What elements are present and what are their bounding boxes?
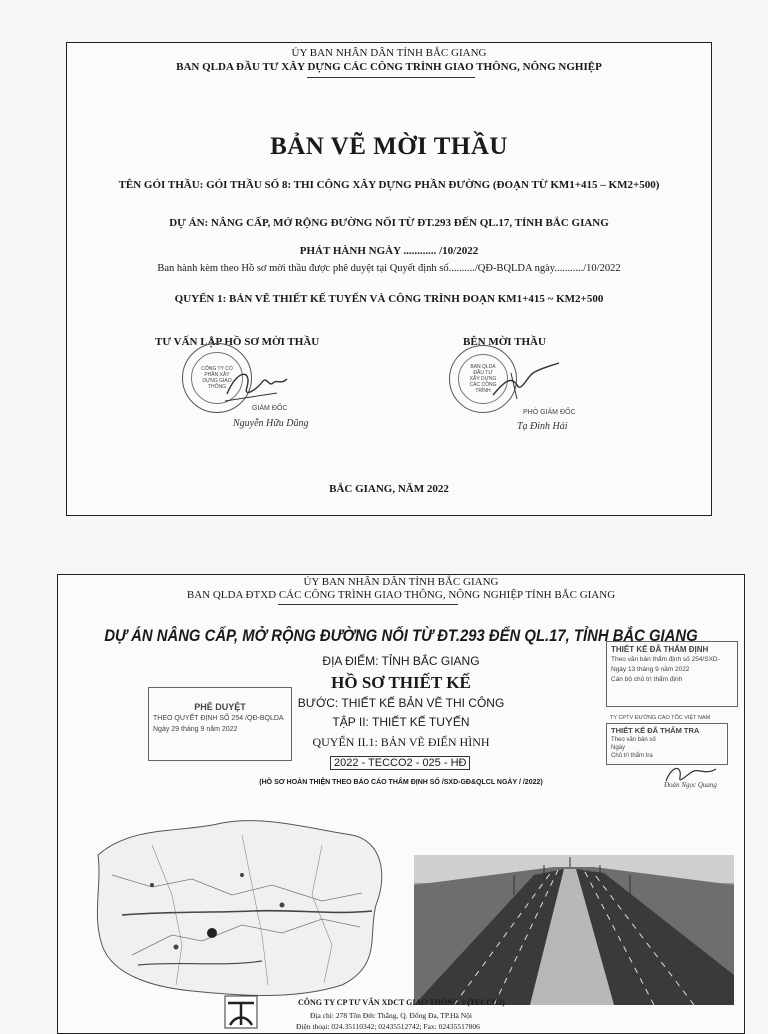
appraisal-document: Theo văn bản thẩm định số 254/SXD-	[611, 656, 720, 663]
inviter-seal: BAN QLDA ĐẦU TƯ XÂY DỰNG CÁC CÔNG TRÌNH	[449, 345, 517, 413]
project-title: DỰ ÁN NÂNG CẤP, MỞ RỘNG ĐƯỜNG NỐI TỪ ĐT.293 ĐẾN QL.17, TỈNH BẮC GIANG	[104, 627, 698, 645]
part-title: TẬP II: THIẾT KẾ TUYẾN	[332, 715, 470, 729]
divider	[307, 77, 475, 78]
consultant-seal: CÔNG TY CỔ PHẦN XÂY DỰNG GIAO THÔNG	[182, 343, 252, 413]
inviter-label: BÊN MỜI THẦU	[463, 336, 546, 348]
dossier-title: HỒ SƠ THIẾT KẾ	[331, 673, 471, 692]
review-date: Ngày	[611, 745, 626, 751]
review-chair: Chủ trì thẩm tra	[611, 753, 653, 759]
location: ĐỊA ĐIỂM: TỈNH BẮC GIANG	[322, 654, 480, 668]
review-document: Theo văn bản số	[611, 737, 656, 743]
company-phone: Điện thoại: 024.35110342; 02435512742; Fax: 02435517806	[296, 1022, 480, 1031]
place-year: BẮC GIANG, NĂM 2022	[329, 483, 449, 495]
review-title: THIẾT KẾ ĐÃ THẨM TRA	[611, 726, 700, 735]
authority-title: ỦY BAN NHÂN DÂN TỈNH BẮC GIANG	[303, 576, 499, 588]
document-title: BẢN VẼ MỜI THẦU	[270, 133, 508, 160]
volume-title: QUYỂN II.1: BẢN VẼ ĐIỂN HÌNH	[312, 735, 490, 749]
location-map	[92, 815, 392, 1003]
approval-stamp	[148, 687, 292, 761]
consultant-label: TƯ VẤN LẬP HỒ SƠ MỜI THẦU	[155, 336, 320, 348]
road-photo	[414, 855, 734, 1005]
inviter-name: Tạ Đình Hải	[517, 421, 568, 432]
appraisal-officer: Cán bộ chủ trì thẩm định	[611, 676, 683, 683]
issue-date: PHÁT HÀNH NGÀY ............ /10/2022	[299, 245, 479, 257]
divider	[278, 604, 458, 605]
document-code: 2022 - TECCO2 - 025 - HĐ	[330, 756, 470, 770]
board-title: BAN QLDA ĐTXD CÁC CÔNG TRÌNH GIAO THÔNG, NÔNG NGHIỆP TỈNH BẮC GIANG	[186, 589, 616, 601]
approval-reference: Ban hành kèm theo Hồ sơ mời thầu được phê duyệt tại Quyết định số........../QĐ-BQLDA ngày.........../10/2022	[157, 263, 621, 274]
approval-date: Ngày 29 tháng 9 năm 2022	[153, 726, 238, 733]
appraisal-date: Ngày 13 tháng 9 năm 2022	[611, 666, 690, 673]
approval-title: PHÊ DUYỆT	[194, 702, 246, 712]
inviter-role: PHÓ GIÁM ĐỐC	[523, 409, 576, 416]
completion-note: (HỒ SƠ HOÀN THIỆN THEO BÁO CÁO THẨM ĐỊNH SỐ /SXD-GĐ&QLCL NGÀY / /2022)	[259, 779, 543, 786]
consultant-role: GIÁM ĐỐC	[252, 405, 288, 412]
design-step: BƯỚC: THIẾT KẾ BẢN VẼ THI CÔNG	[297, 696, 505, 710]
package-name: TÊN GÓI THẦU: GÓI THẦU SỐ 8: THI CÔNG XÂY DỰNG PHẦN ĐƯỜNG (ĐOẠN TỪ KM1+415 – KM2+500)	[118, 179, 660, 191]
design-dossier-cover	[57, 574, 745, 1034]
appraisal-title: THIẾT KẾ ĐÃ THẨM ĐỊNH	[611, 645, 709, 654]
volume-title: QUYỂN 1: BẢN VẼ THIẾT KẾ TUYẾN VÀ CÔNG TRÌNH ĐOẠN KM1+415 ~ KM2+500	[174, 293, 604, 305]
review-organization: TY CPTV ĐƯỜNG CAO TỐC VIỆT NAM	[610, 715, 711, 721]
authority-title: ỦY BAN NHÂN DÂN TỈNH BẮC GIANG	[291, 47, 487, 59]
appraisal-stamp	[606, 641, 738, 707]
reviewer-name: Đoàn Ngọc Quang	[664, 781, 717, 789]
company-address: Địa chỉ: 278 Tôn Đức Thắng, Q. Đống Đa, TP.Hà Nội	[310, 1011, 472, 1020]
bid-drawing-cover	[66, 42, 712, 516]
consultant-signature	[217, 359, 297, 409]
inviter-signature	[487, 355, 567, 405]
company-name: CÔNG TY CP TƯ VẤN XDCT GIAO THÔNG 2 (TECCO2)	[298, 998, 505, 1007]
board-title: BAN QLDA ĐẦU TƯ XÂY DỰNG CÁC CÔNG TRÌNH GIAO THÔNG, NÔNG NGHIỆP	[176, 61, 602, 73]
approval-decision: THEO QUYẾT ĐỊNH SỐ 254 /QĐ-BQLDA	[153, 715, 284, 722]
consultant-name: Nguyễn Hữu Dũng	[233, 418, 309, 429]
project-name: DỰ ÁN: NÂNG CẤP, MỞ RỘNG ĐƯỜNG NỐI TỪ ĐT.293 ĐẾN QL.17, TỈNH BẮC GIANG	[169, 217, 609, 229]
